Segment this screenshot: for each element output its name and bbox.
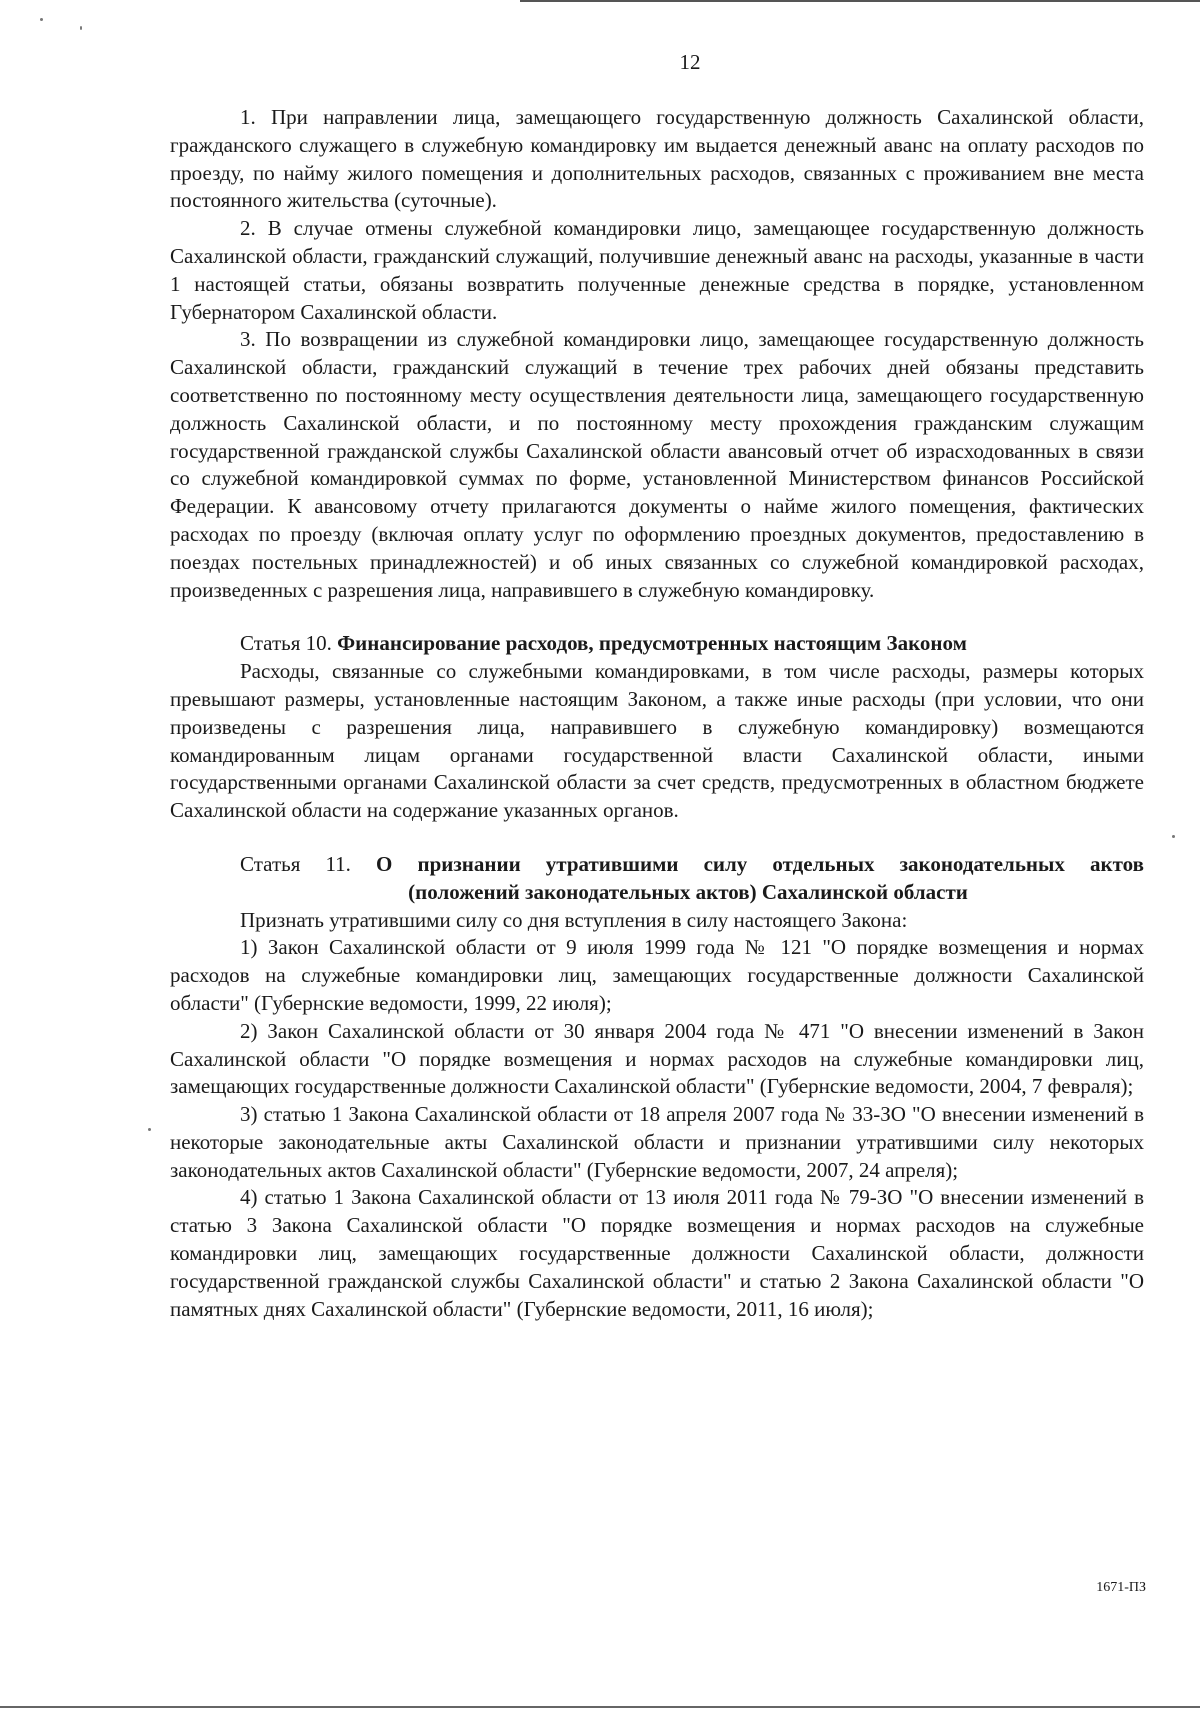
article-10-heading: [170, 630, 1144, 658]
article-11-title-line2: (положений законодательных актов) Сахалинской области: [408, 879, 968, 904]
article-10-text: Расходы, связанные со служебными командировками, в том числе расходы, размеры которых превышают размеры, установленные настоящим Законом, а также иные расходы (при условии, что они произведены с разрешения лица, направившего в служебную командировку) возмещаются командированным лицам органами государственной власти Сахалинской области, иными государственными органами Сахалинской области за счет средств, предусмотренных в областном бюджете Сахалинской области на содержание указанных органов.: [170, 659, 1144, 823]
document-code: 1671-ПЗ: [1096, 1580, 1146, 1595]
article-11-title-line1: О признании утратившими силу отдельных законодательных актов: [376, 851, 1144, 876]
list-item: 2) Закон Сахалинской области от 30 января 2004 года № 471 "О внесении изменений в Закон Сахалинской области "О порядке возмещения и нормах расходов на служебные командировки лиц, замещающих государственные должности Сахалинской области" (Губернские ведомости, 2004, 7 февраля);: [170, 1018, 1144, 1099]
scan-edge-bottom: [0, 1706, 1200, 1708]
article-11-heading-line2: [170, 879, 1144, 907]
article-11-intro: Признать утратившими силу со дня вступления в силу настоящего Закона:: [240, 907, 908, 932]
scan-speck: [40, 18, 43, 21]
list-item: 4) статью 1 Закона Сахалинской области от 13 июля 2011 года № 79-ЗО "О внесении изменений в статью 3 Закона Сахалинской области "О порядке возмещения и нормах расходов на служебные командировки лиц, замещающих государственные должности Сахалинской области, должности государственной гражданской службы Сахалинской области" и статью 2 Закона Сахалинской области "О памятных днях Сахалинской области" (Губернские ведомости, 2011, 16 июля);: [170, 1185, 1144, 1321]
document-body: [170, 104, 1144, 1323]
scan-speck: [148, 1128, 151, 1131]
article-11-heading: [170, 851, 1144, 879]
paragraph: 3. По возвращении из служебной командировки лицо, замещающее государственную должность Сахалинской области, гражданский служащий в течение трех рабочих дней обязаны представить соответственно по постоянному месту осуществления деятельности лица, замещающего государственную должность Сахалинской области, и по постоянному месту прохождения гражданским служащим государственной гражданской службы Сахалинской области авансовый отчет об израсходованных в связи со служебной командировкой суммах по форме, установленной Министерством финансов Российской Федерации. К авансовому отчету прилагаются документы о найме жилого помещения, фактических расходах по проезду (включая оплату услуг по оформлению проездных документов, предоставлению в поездах постельных принадлежностей) и об иных связанных со служебной командировкой расходах, произведенных с разрешения лица, направившего в служебную командировку.: [170, 327, 1144, 602]
scan-speck: [80, 26, 82, 30]
article-10-prefix: Статья 10.: [240, 631, 338, 656]
paragraph: 1. При направлении лица, замещающего государственную должность Сахалинской области, гражданского служащего в служебную командировку им выдается денежный аванс на оплату расходов по проезду, по найму жилого помещения и дополнительных расходов, связанных с проживанием вне места постоянного жительства (суточные).: [170, 105, 1144, 213]
scan-speck: [1172, 835, 1175, 838]
article-11-prefix: Статья 11.: [240, 851, 377, 876]
scan-edge-top: [520, 0, 1200, 2]
list-item: 3) статью 1 Закона Сахалинской области от 18 апреля 2007 года № 33-ЗО "О внесении изменений в некоторые законодательные акты Сахалинской области и признании утратившими силу некоторых законодательных актов Сахалинской области" (Губернские ведомости, 2007, 24 апреля);: [170, 1102, 1144, 1182]
article-10-title: Финансирование расходов, предусмотренных настоящим Законом: [337, 631, 967, 656]
paragraph: 2. В случае отмены служебной командировки лицо, замещающее государственную должность Сахалинской области, гражданский служащий, получившие денежный аванс на расходы, указанные в части 1 настоящей статьи, обязаны возвратить полученные денежные средства в порядке, установленном Губернатором Сахалинской области.: [170, 216, 1144, 324]
list-item: 1) Закон Сахалинской области от 9 июля 1999 года № 121 "О порядке возмещения и нормах расходов на служебные командировки лиц, замещающих государственные должности Сахалинской области" (Губернские ведомости, 1999, 22 июля);: [170, 935, 1144, 1015]
page-number: 12: [679, 50, 701, 74]
